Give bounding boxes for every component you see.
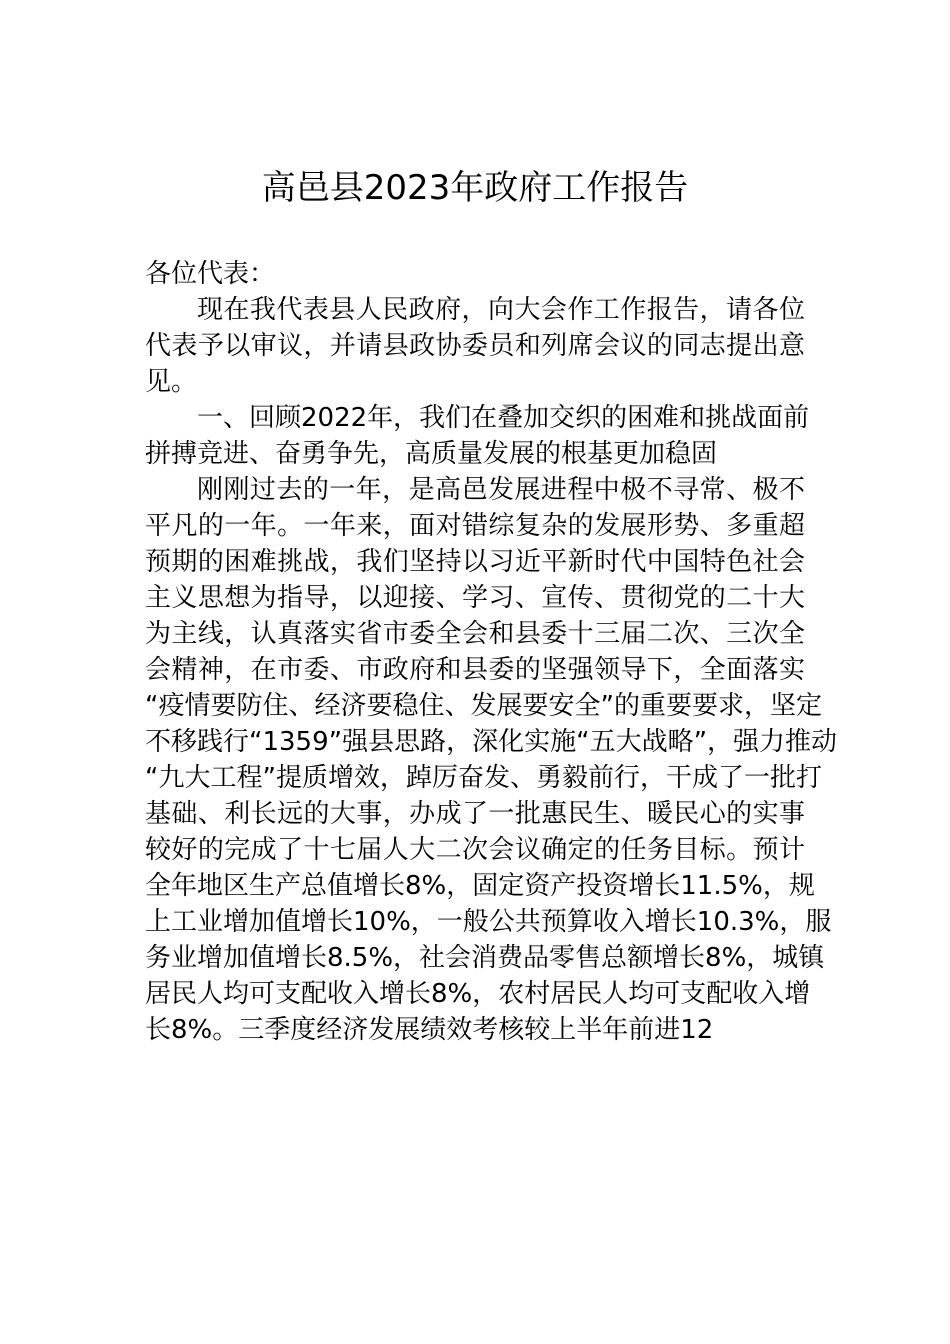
document-title: 高邑县2023年政府工作报告 <box>261 168 689 208</box>
body-line: 上工业增加值增长10%，一般公共预算收入增长10.3%，服 <box>145 907 832 937</box>
body-line: 预期的困难挑战，我们坚持以习近平新时代中国特色社会 <box>145 547 805 577</box>
body-line: 居民人均可支配收入增长8%，农村居民人均可支配收入增 <box>145 979 811 1009</box>
body-line: 平凡的一年。一年来，面对错综复杂的发展形势、多重超 <box>145 511 805 541</box>
body-line: “九大工程”提质增效，踔厉奋发、勇毅前行，干成了一批打 <box>145 763 822 793</box>
body-line: 长8%。三季度经济发展绩效考核较上半年前进12 <box>145 1015 714 1045</box>
body-line: 全年地区生产总值增长8%，固定资产投资增长11.5%，规 <box>145 871 815 901</box>
section-heading-line: 拼搏竞进、奋勇争先，高质量发展的根基更加稳固 <box>145 439 718 469</box>
body-line: 见。 <box>145 367 198 397</box>
body-line: 刚刚过去的一年，是高邑发展进程中极不寻常、极不 <box>197 475 805 505</box>
body-line: “疫情要防住、经济要稳住、发展要安全”的重要要求，坚定 <box>145 691 822 721</box>
body-line: 基础、利长远的大事，办成了一批惠民生、暖民心的实事 <box>145 799 805 829</box>
body-line: 不移践行“1359”强县思路，深化实施“五大战略”，强力推动 <box>145 727 838 757</box>
body-line: 现在我代表县人民政府，向大会作工作报告，请各位 <box>197 295 805 325</box>
salutation-line: 各位代表： <box>145 259 276 289</box>
body-line: 代表予以审议，并请县政协委员和列席会议的同志提出意 <box>145 331 805 361</box>
section-heading-line: 一、回顾2022年，我们在叠加交织的困难和挑战面前 <box>197 403 810 433</box>
body-line: 主义思想为指导，以迎接、学习、宣传、贯彻党的二十大 <box>145 583 805 613</box>
body-line: 会精神，在市委、市政府和县委的坚强领导下，全面落实 <box>145 655 805 685</box>
body-line: 为主线，认真落实省市委全会和县委十三届二次、三次全 <box>145 619 805 649</box>
body-line: 务业增加值增长8.5%，社会消费品零售总额增长8%，城镇 <box>145 943 825 973</box>
body-line: 较好的完成了十七届人大二次会议确定的任务目标。预计 <box>145 835 805 865</box>
